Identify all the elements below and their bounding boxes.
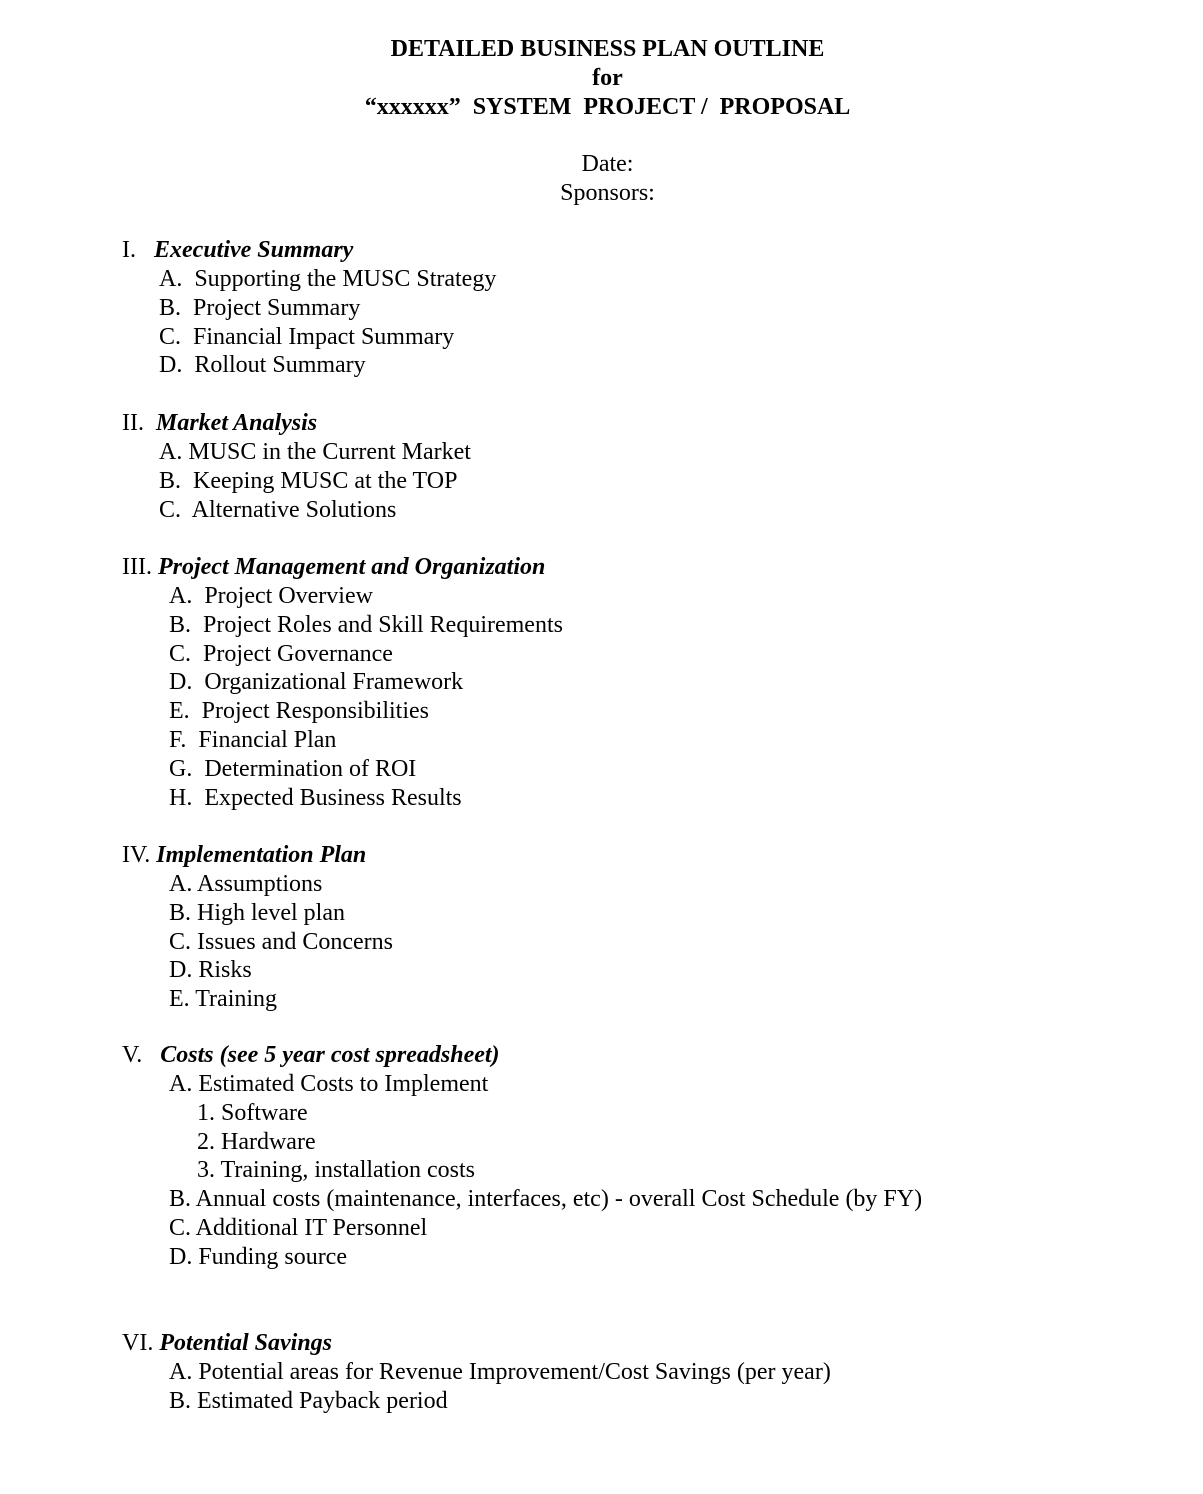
list-item: B. Estimated Payback period: [169, 1387, 448, 1414]
section-market-analysis: [122, 409, 471, 524]
section-project-management: [122, 553, 563, 812]
section-numeral: V.: [122, 1042, 161, 1068]
section-title: Executive Summary: [154, 237, 354, 263]
list-item: G. Determination of ROI: [169, 755, 417, 782]
list-item: D. Funding source: [169, 1243, 347, 1270]
section-implementation-plan: [122, 841, 393, 1014]
list-item: D. Risks: [169, 957, 252, 984]
sub-list-item: 3. Training, installation costs: [197, 1157, 476, 1184]
section-title: Costs (see 5 year cost spreadsheet): [160, 1042, 500, 1068]
list-item: D. Organizational Framework: [169, 669, 464, 696]
list-item: E. Project Responsibilities: [169, 698, 429, 725]
list-item: D. Rollout Summary: [159, 352, 366, 379]
list-item: C. Issues and Concerns: [169, 928, 393, 955]
section-numeral: I.: [122, 237, 154, 263]
sub-list-item: 1. Software: [197, 1099, 308, 1126]
date-label: Date:: [581, 151, 634, 177]
list-item: A. Supporting the MUSC Strategy: [159, 266, 497, 292]
section-numeral: III.: [122, 554, 158, 580]
section-heading: [122, 1329, 831, 1358]
list-item: C. Project Governance: [169, 640, 393, 667]
list-item: A. MUSC in the Current Market: [159, 439, 471, 465]
document-title: DETAILED BUSINESS PLAN OUTLINE: [390, 36, 825, 62]
document-title-for: for: [592, 65, 623, 91]
list-item: E. Training: [169, 986, 278, 1013]
list-item: B. Project Roles and Skill Requirements: [169, 611, 563, 638]
list-item: C. Alternative Solutions: [159, 496, 397, 523]
section-heading: [122, 1041, 922, 1070]
list-item: B. Annual costs (maintenance, interfaces, etc) - overall Cost Schedule (by FY): [169, 1186, 923, 1213]
list-item: C. Financial Impact Summary: [159, 323, 455, 350]
list-item: H. Expected Business Results: [169, 784, 462, 811]
section-heading: [122, 236, 496, 265]
section-costs: [122, 1041, 922, 1272]
document-subtitle: “xxxxxx” SYSTEM PROJECT / PROPOSAL: [364, 94, 851, 120]
section-potential-savings: [122, 1329, 831, 1416]
list-item: A. Estimated Costs to Implement: [169, 1071, 489, 1097]
section-title: Potential Savings: [159, 1330, 333, 1356]
section-heading: [122, 841, 393, 870]
section-numeral: IV.: [122, 842, 157, 868]
list-item: C. Additional IT Personnel: [169, 1214, 428, 1241]
section-numeral: VI.: [122, 1330, 160, 1356]
list-item: F. Financial Plan: [169, 726, 337, 753]
list-item: B. High level plan: [169, 899, 345, 926]
section-numeral: II.: [122, 410, 156, 436]
section-heading: [122, 409, 471, 438]
section-title: Implementation Plan: [156, 842, 367, 868]
section-heading: [122, 553, 563, 582]
sponsors-label: Sponsors:: [560, 180, 655, 206]
list-item: B. Project Summary: [159, 294, 361, 321]
list-item: B. Keeping MUSC at the TOP: [159, 467, 458, 494]
section-title: Market Analysis: [155, 410, 318, 436]
sub-list-item: 2. Hardware: [197, 1128, 316, 1155]
section-title: Project Management and Organization: [157, 554, 546, 580]
list-item: A. Assumptions: [169, 871, 323, 897]
list-item: A. Potential areas for Revenue Improvement/Cost Savings (per year): [169, 1359, 831, 1385]
list-item: A. Project Overview: [169, 583, 373, 609]
section-executive-summary: [122, 236, 496, 380]
